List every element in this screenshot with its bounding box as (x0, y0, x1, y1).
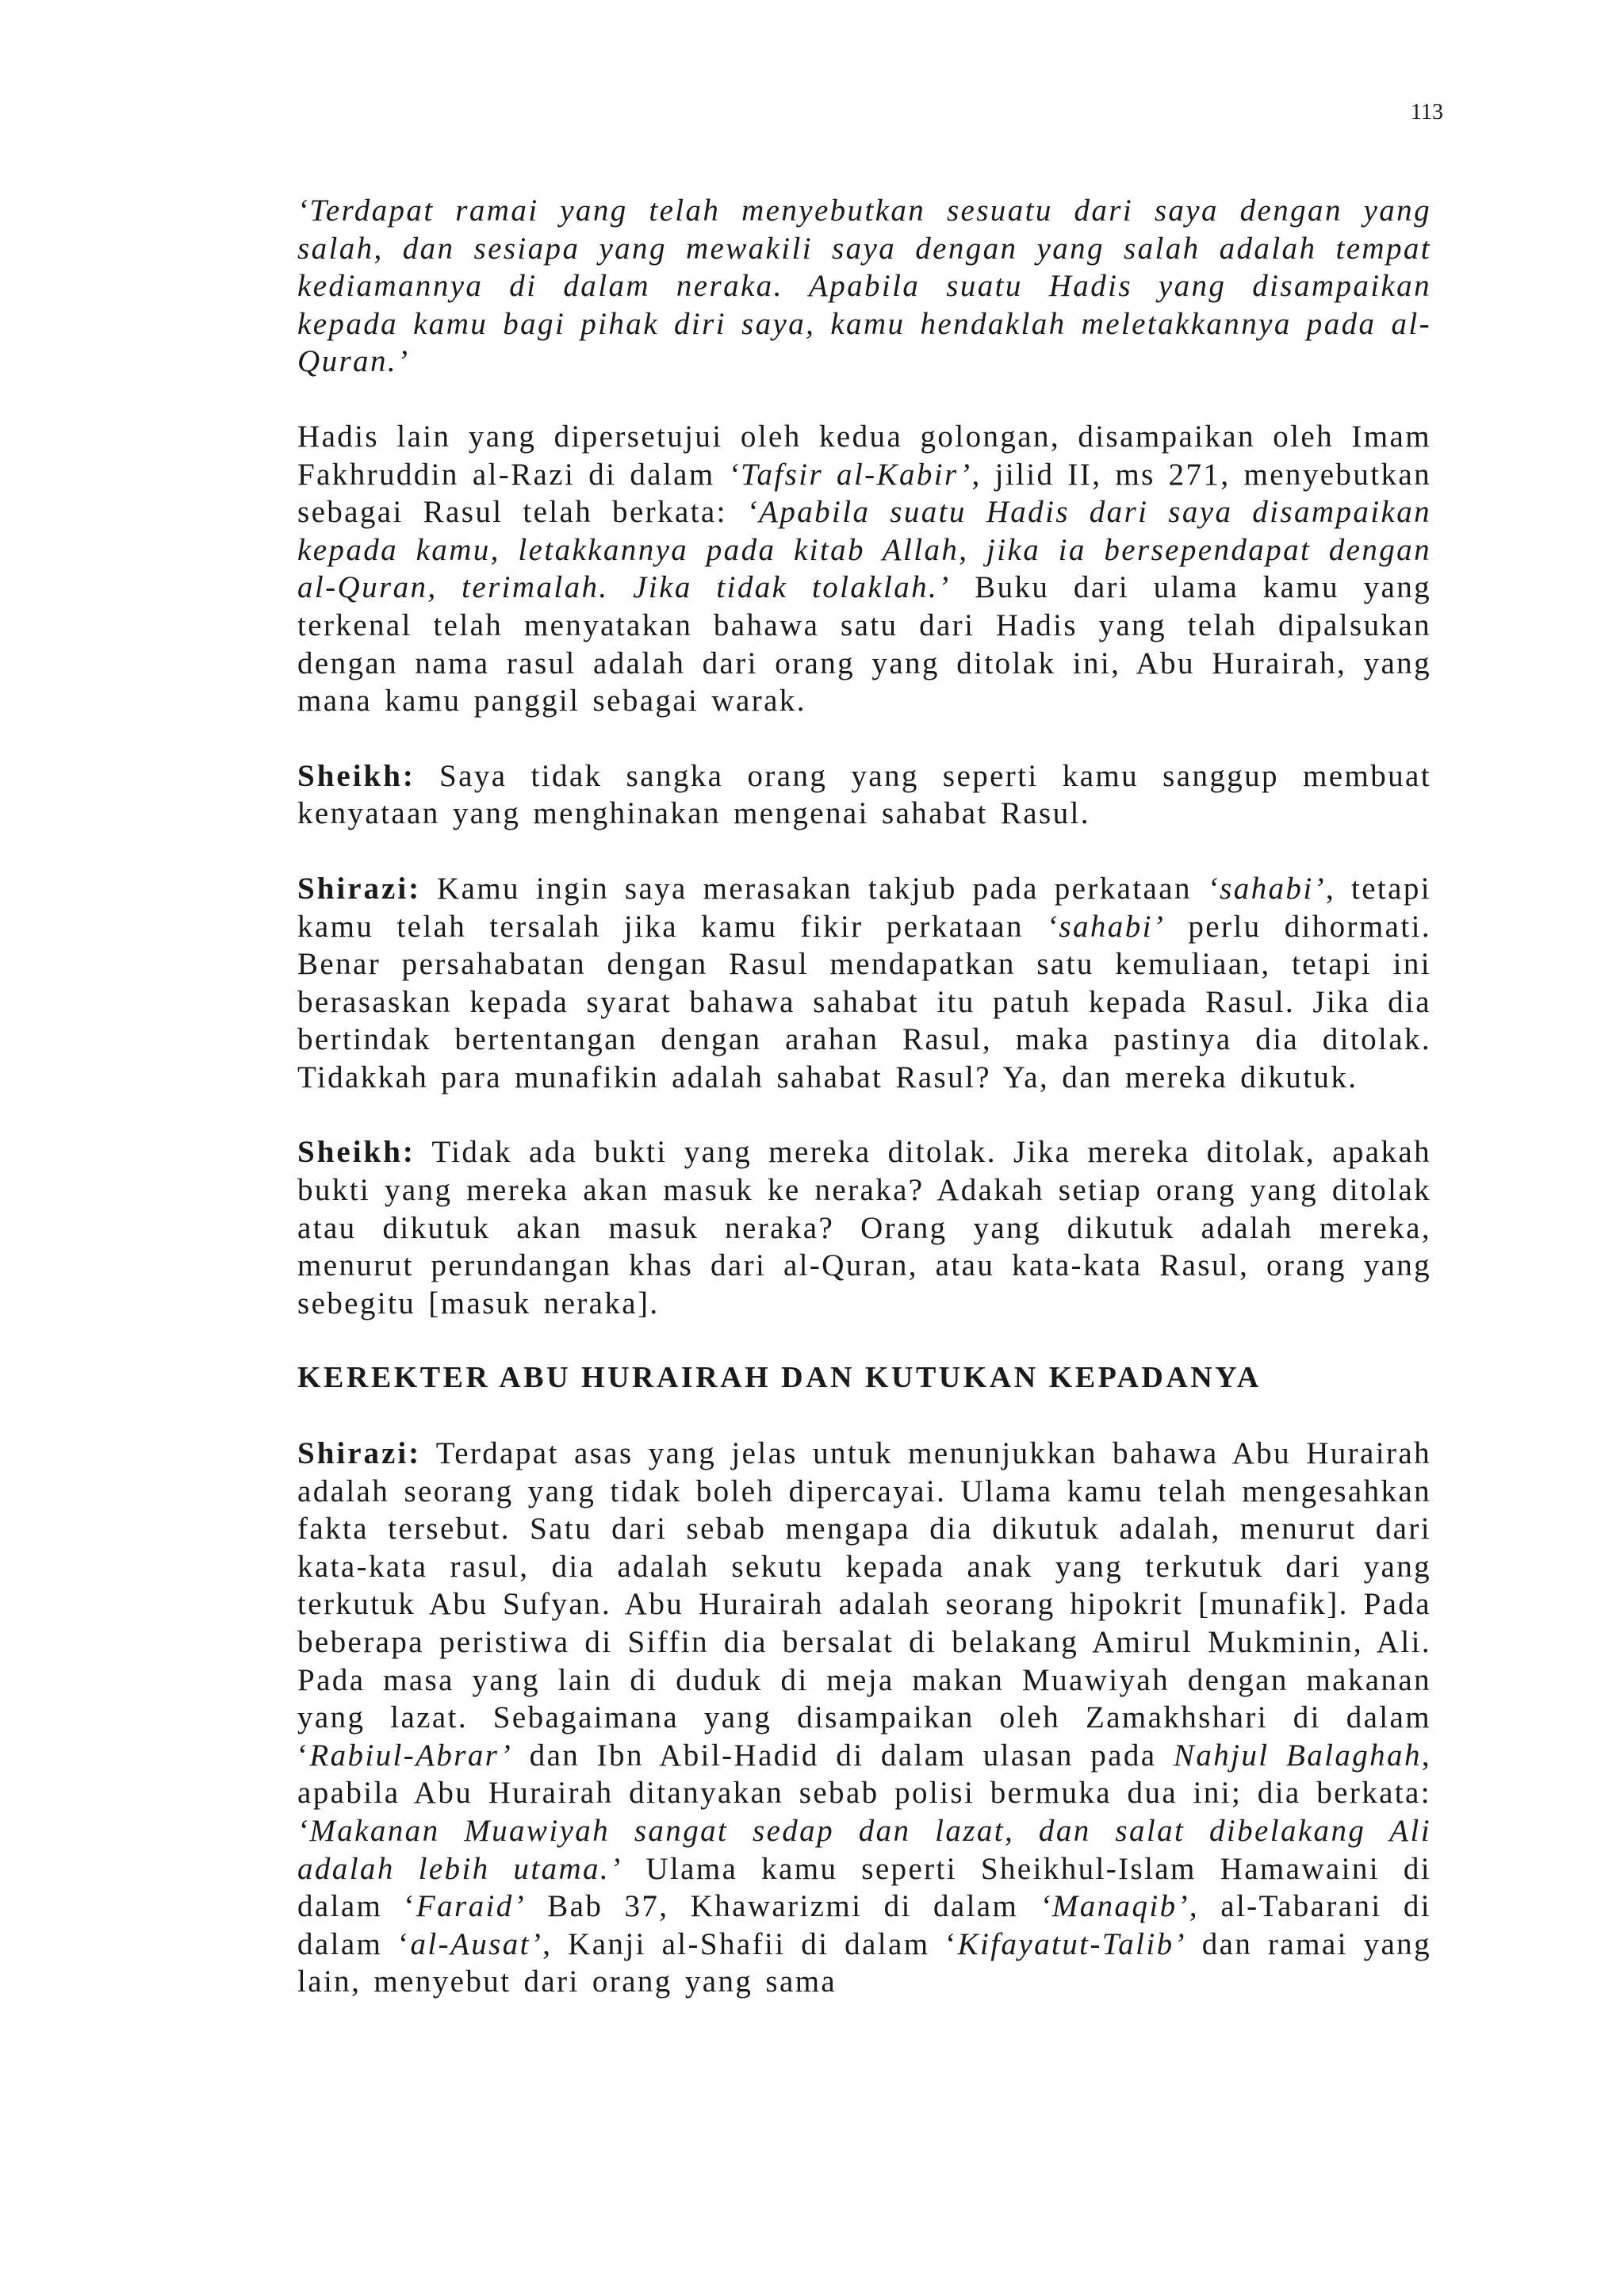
body-text: , apabila Abu Hurairah ditanyakan sebab polisi bermuka dua ini; dia berkata: (297, 1738, 1432, 1811)
body-text: Ulama kamu seperti Sheikhul-Islam Hamawaini di dalam ‘ (297, 1851, 1431, 1924)
book-title: Nahjul Balaghah (1173, 1738, 1422, 1773)
dialogue-paragraph (297, 1435, 1431, 2001)
body-text: Kamu ingin saya merasakan takjub pada perkataan (421, 871, 1208, 906)
book-title: Rabiul-Abrar’ (309, 1738, 513, 1773)
body-text: dan ramai yang lain, menyebut dari orang yang sama (297, 1926, 1431, 1999)
speaker-label: Shirazi: (297, 1436, 422, 1471)
book-title: al-Ausat’ (410, 1926, 543, 1961)
body-text: Tidak ada bukti yang mereka ditolak. Jika mereka ditolak, apakah bukti yang mereka akan masuk ke neraka? Adakah setiap orang yang ditolak atau dikutuk akan masuk neraka? Orang yang dikutuk adalah mereka, menurut perundangan khas dari al-Quran, atau kata-kata Rasul, orang yang sebegitu [masuk neraka]. (297, 1135, 1431, 1320)
dialogue-paragraph (297, 757, 1431, 833)
section-heading: KEREKTER ABU HURAIRAH DAN KUTUKAN KEPADANYA (297, 1361, 1262, 1395)
dialogue-paragraph (297, 870, 1431, 1097)
body-text: , tetapi kamu telah tersalah jika kamu fikir perkataan (297, 871, 1431, 944)
body-text: Hadis lain yang dipersetujui oleh kedua golongan, disampaikan oleh Imam Fakhruddin al-Razi di dalam (297, 419, 1431, 492)
body-text: , jilid II, ms 271, menyebutkan sebagai Rasul telah berkata: (297, 457, 1431, 530)
body-text: Terdapat asas yang jelas untuk menunjukkan bahawa Abu Hurairah adalah seorang yang tidak boleh dipercayai. Ulama kamu telah mengesahkan fakta tersebut. Satu dari sebab mengapa dia dikutuk adalah, menurut dari kata-kata rasul, dia adalah sekutu kepada anak yang terkutuk dari yang terkutuk Abu Sufyan. Abu Hurairah adalah seorang hipokrit [munafik]. Pada beberapa peristiwa di Siffin dia bersalat di belakang Amirul Mukminin, Ali. Pada masa yang lain di duduk di meja makan Muawiyah dengan makanan yang lazat. Sebagaimana yang disampaikan oleh Zamakhshari di dalam ‘ (297, 1436, 1431, 1773)
body-text: Saya tidak sangka orang yang seperti kamu sanggup membuat kenyataan yang menghinakan mengenai sahabat Rasul. (297, 758, 1431, 831)
body-text: Buku dari ulama kamu yang terkenal telah menyatakan bahawa satu dari Hadis yang telah dipalsukan dengan nama rasul adalah dari orang yang ditolak ini, Abu Hurairah, yang mana kamu panggil sebagai warak. (297, 570, 1431, 719)
body-text: , Kanji al-Shafii di dalam ‘ (542, 1926, 958, 1961)
body-text: Bab 37, Khawarizmi di dalam (526, 1889, 1040, 1924)
body-text: , al-Tabarani di dalam ‘ (297, 1889, 1431, 1961)
hadith-paragraph (297, 418, 1431, 720)
term-italic: ‘sahabi’ (1207, 871, 1326, 906)
book-title: Faraid’ (416, 1889, 527, 1924)
speaker-label: Sheikh: (297, 1135, 416, 1170)
quote-italic: ‘Makanan Muawiyah sangat sedap dan lazat, dan salat dibelakang Ali adalah lebih utama.’ (297, 1813, 1431, 1886)
hadith-quote: ‘Apabila suatu Hadis dari saya disampaikan kepada kamu, letakkannya pada kitab Allah, jika ia bersependapat dengan al-Quran, terimalah. Jika tidak tolaklah.’ (297, 495, 1431, 605)
book-title: ‘Tafsir al-Kabir’ (728, 457, 972, 492)
book-title: ‘Manaqib’ (1040, 1889, 1189, 1924)
speaker-label: Sheikh: (297, 758, 416, 793)
speaker-label: Shirazi: (297, 871, 422, 906)
page-body (297, 192, 1431, 2038)
body-text: perlu dihormati. Benar persahabatan dengan Rasul mendapatkan satu kemuliaan, tetapi ini berasaskan kepada syarat bahawa sahabat itu patuh kepada Rasul. Jika dia bertindak bertentangan dengan arahan Rasul, maka pastinya dia ditolak. Tidakkah para munafikin adalah sahabat Rasul? Ya, dan mereka dikutuk. (297, 909, 1431, 1094)
book-title: Kifayatut-Talib’ (957, 1926, 1186, 1961)
dialogue-paragraph (297, 1133, 1431, 1322)
body-text: dan Ibn Abil-Hadid di dalam ulasan pada (512, 1738, 1174, 1773)
hadith-quote-paragraph: ‘Terdapat ramai yang telah menyebutkan sesuatu dari saya dengan yang salah, dan sesiapa yang mewakili saya dengan yang salah adalah tempat kediamannya di dalam neraka. Apabila suatu Hadis yang disampaikan kepada kamu bagi pihak diri saya, kamu hendaklah meletakkannya pada al-Quran.’ (297, 194, 1431, 379)
term-italic: ‘sahabi’ (1047, 909, 1166, 944)
page-number: 113 (1411, 100, 1443, 125)
